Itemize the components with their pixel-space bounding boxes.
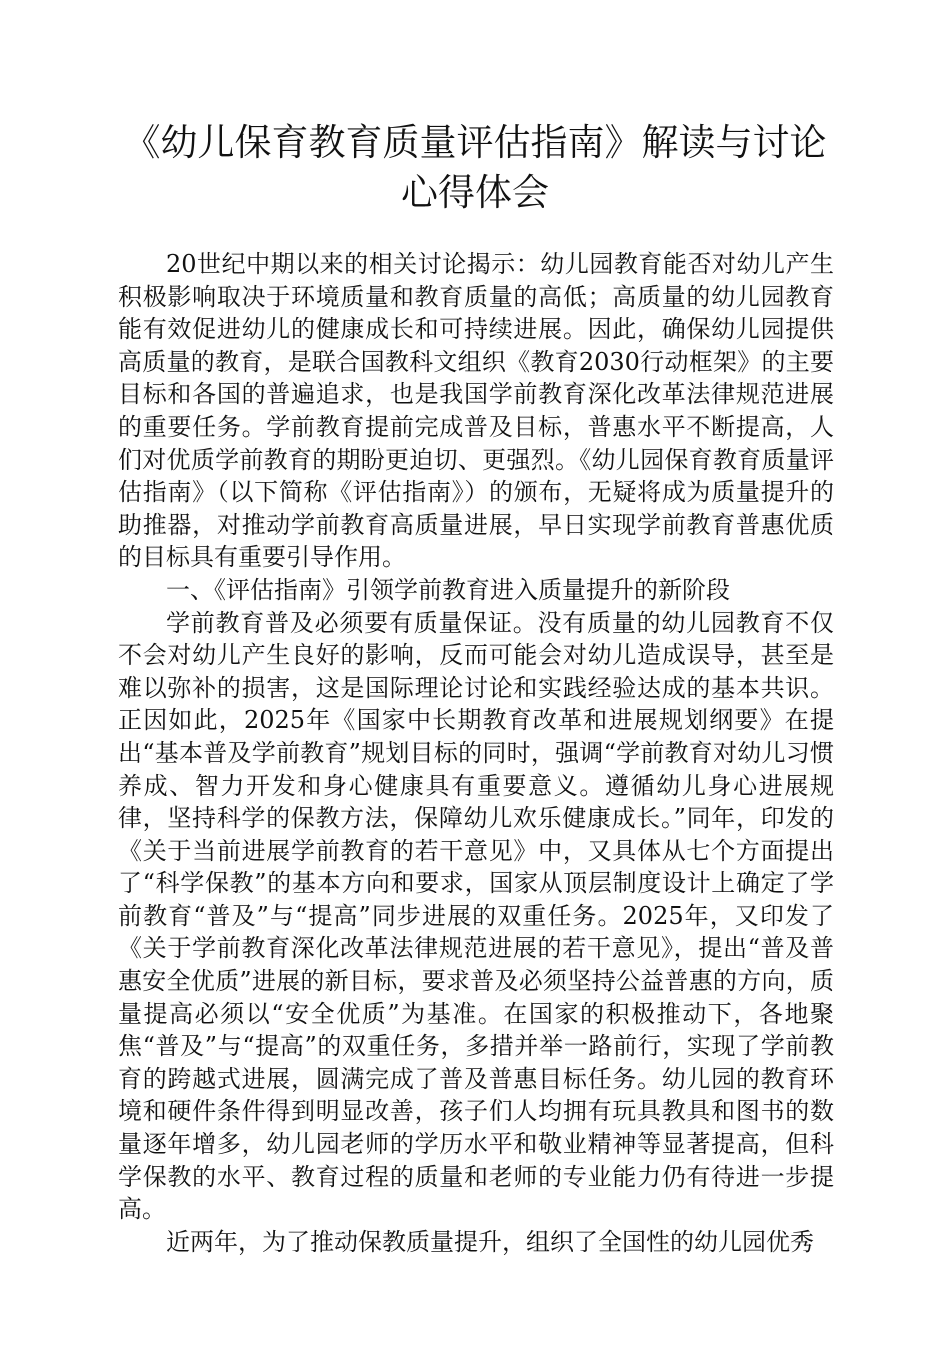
paragraph-continued: 近两年，为了推动保教质量提升，组织了全国性的幼儿园优秀 — [166, 1227, 814, 1256]
document-body — [118, 248, 834, 1258]
document-title: 《幼儿保育教育质量评估指南》解读与讨论心得体会 — [123, 121, 827, 214]
section-heading-1: 一、《评估指南》引领学前教育进入质量提升的新阶段 — [166, 575, 730, 604]
paragraph-section-1: 学前教育普及必须要有质量保证。没有质量的幼儿园教育不仅不会对幼儿产生良好的影响，反而可能会对幼儿造成误导，甚至是难以弥补的损害，这是国际理论讨论和实践经验达成的基本共识。正因如此，2025年《国家中长期教育改革和进展规划纲要》在提出“基本普及学前教育”规划目标的同时，强调“学前教育对幼儿习惯养成、智力开发和身心健康具有重要意义。遵循幼儿身心进展规律，坚持科学的保教方法，保障幼儿欢乐健康成长。”同年，印发的《关于当前进展学前教育的若干意见》中，又具体从七个方面提出了“科学保教”的基本方向和要求，国家从顶层制度设计上确定了学前教育“普及”与“提高”同步进展的双重任务。2025年，又印发了《关于学前教育深化改革法律规范进展的若干意见》，提出“普及普惠安全优质”进展的新目标，要求普及必须坚持公益普惠的方向，质量提高必须以“安全优质”为基准。在国家的积极推动下，各地聚焦“普及”与“提高”的双重任务，多措并举一路前行，实现了学前教育的跨越式进展，圆满完成了普及普惠目标任务。幼儿园的教育环境和硬件条件得到明显改善，孩子们人均拥有玩具教具和图书的数量逐年增多，幼儿园老师的学历水平和敬业精神等显著提高，但科学保教的水平、教育过程的质量和老师的专业能力仍有待进一步提高。 — [118, 608, 834, 1224]
paragraph-intro: 20世纪中期以来的相关讨论揭示：幼儿园教育能否对幼儿产生积极影响取决于环境质量和教育质量的高低；高质量的幼儿园教育能有效促进幼儿的健康成长和可持续进展。因此，确保幼儿园提供高质量的教育，是联合国教科文组织《教育2030行动框架》的主要目标和各国的普遍追求，也是我国学前教育深化改革法律规范进展的重要任务。学前教育提前完成普及目标，普惠水平不断提高，人们对优质学前教育的期盼更迫切、更强烈。《幼儿园保育教育质量评估指南》（以下简称《评估指南》）的颁布，无疑将成为质量提升的助推器，对推动学前教育高质量进展，早日实现学前教育普惠优质的目标具有重要引导作用。 — [118, 250, 834, 572]
